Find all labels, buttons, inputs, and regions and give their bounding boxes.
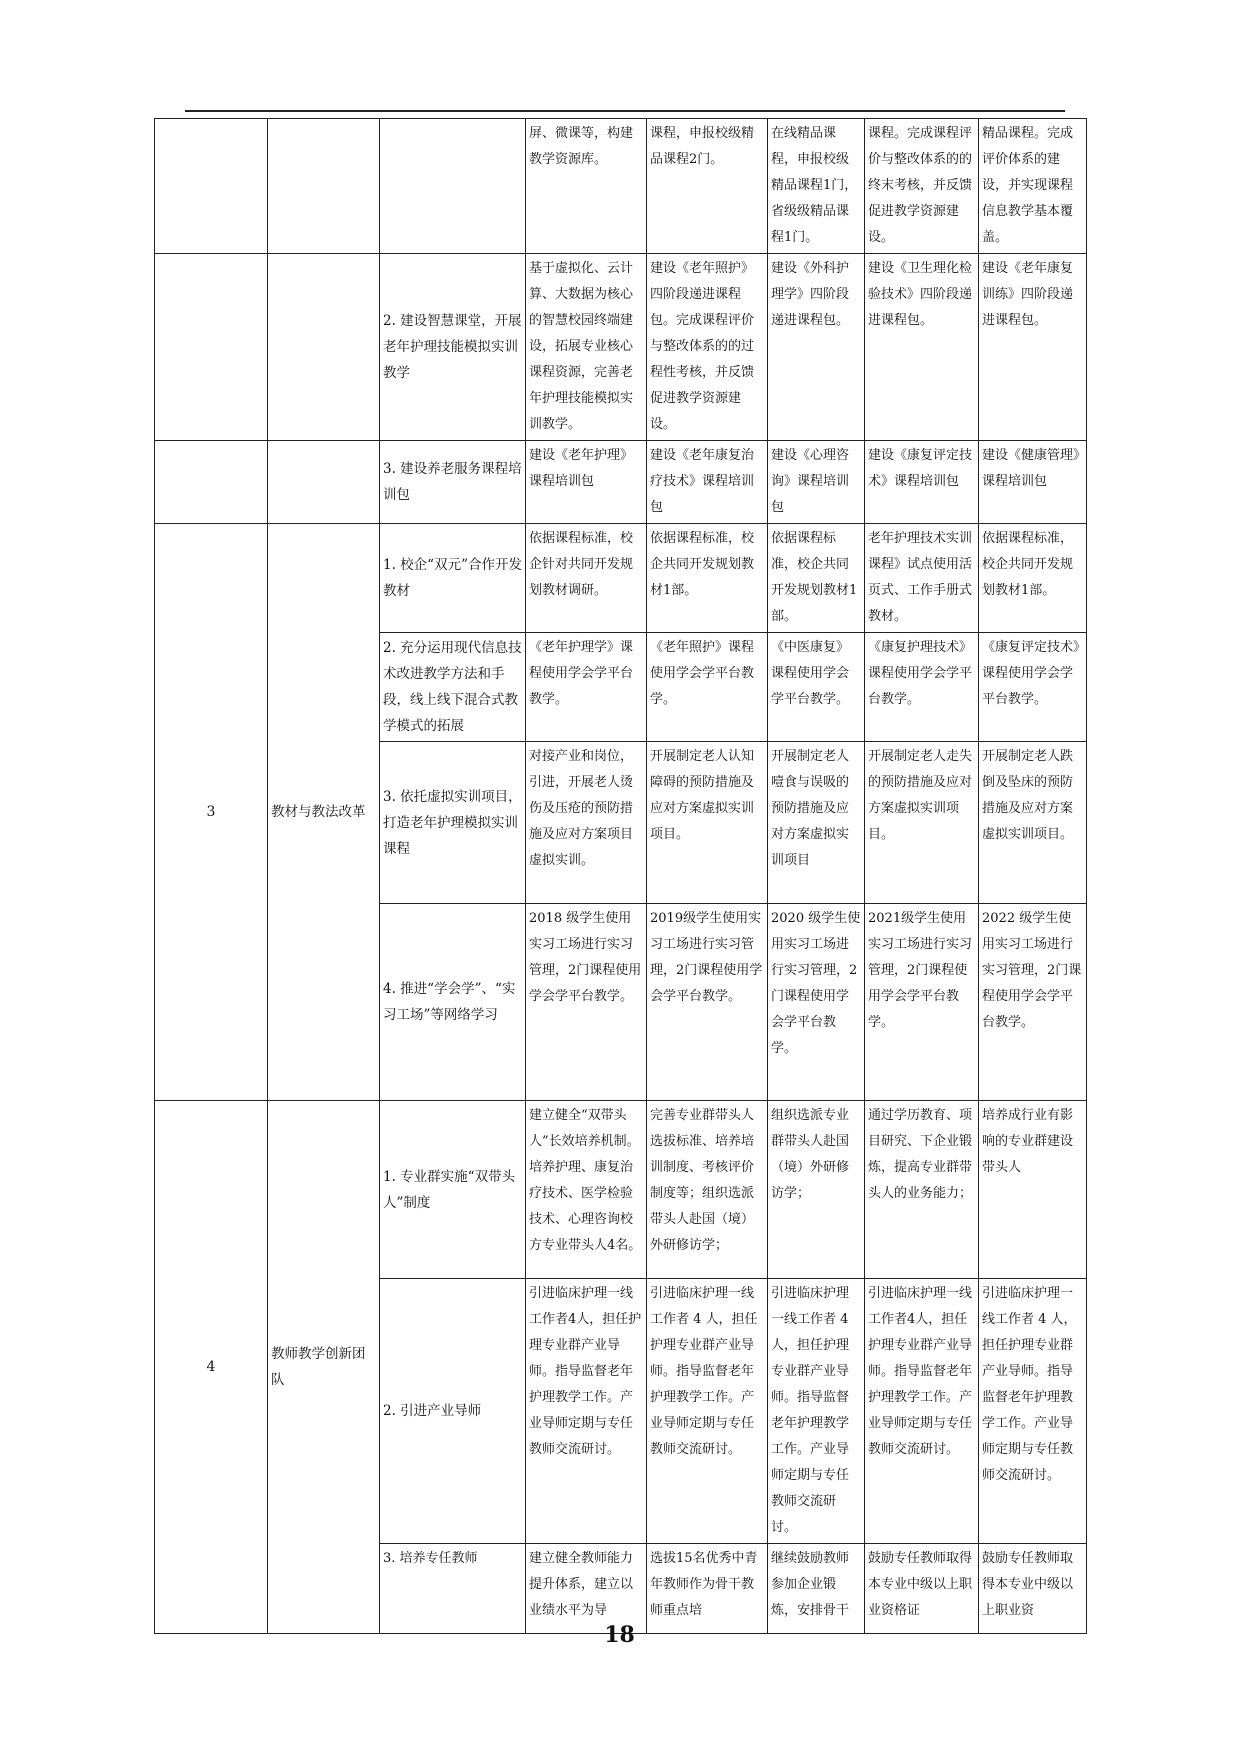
year-cell: 引进临床护理一线工作者4人，担任护理专业群产业导师。指导监督老年护理教学工作。产业导师定期与专任教师交流研讨。: [526, 1279, 647, 1544]
year-cell: 精品课程。完成评价体系的建设，并实现课程信息教学基本覆盖。: [979, 119, 1087, 254]
year-cell: 开展制定老人跌倒及坠床的预防措施及应对方案虚拟实训项目。: [979, 742, 1087, 904]
header-rule: [185, 110, 1065, 112]
year-cell: 课程。完成课程评价与整改体系的的终末考核，并反馈促进教学资源建设。: [865, 119, 979, 254]
year-cell: 引进临床护理一线工作者 4 人，担任护理专业群产业导师。指导监督老年护理教学工作。产业导师定期与专任教师交流研讨。: [979, 1279, 1087, 1544]
year-cell: 建设《健康管理》课程培训包: [979, 441, 1087, 524]
category-cell: [268, 441, 380, 524]
year-cell: 课程，申报校级精品课程2门。: [647, 119, 768, 254]
year-cell: 引进临床护理一线工作者 4 人，担任护理专业群产业导师。指导监督老年护理教学工作。产业导师定期与专任教师交流研讨。: [647, 1279, 768, 1544]
task-cell: 2. 引进产业导师: [380, 1279, 526, 1544]
year-cell: 建设《康复评定技术》课程培训包: [865, 441, 979, 524]
table-row: [155, 524, 1087, 633]
row-number-cell: 4: [155, 1101, 268, 1634]
row-number-cell: [155, 119, 268, 254]
task-cell: 1. 专业群实施“双带头人”制度: [380, 1101, 526, 1279]
year-cell: 2019级学生使用实习工场进行实习管理，2门课程使用学会学平台教学。: [647, 904, 768, 1101]
category-cell: [268, 254, 380, 441]
year-cell: 2020 级学生使用实习工场进行实习管理，2 门课程使用学会学平台教学。: [768, 904, 865, 1101]
year-cell: 2021级学生使用实习工场进行实习管理，2门课程使用学会学平台教学。: [865, 904, 979, 1101]
table-row: [155, 1101, 1087, 1279]
table-row: [155, 441, 1087, 524]
category-cell: 教材与教法改革: [268, 524, 380, 1101]
year-cell: 建设《老年护理》课程培训包: [526, 441, 647, 524]
year-cell: 依据课程标准，校企共同开发规划教材1部。: [768, 524, 865, 633]
row-number-cell: [155, 441, 268, 524]
year-cell: 依据课程标准，校企共同开发规划教材1部。: [647, 524, 768, 633]
year-cell: 建设《老年康复训练》四阶段递进课程包。: [979, 254, 1087, 441]
year-cell: 选拔15名优秀中青年教师作为骨干教师重点培: [647, 1544, 768, 1634]
task-cell: 4. 推进“学会学”、“实习工场”等网络学习: [380, 904, 526, 1101]
year-cell: 开展制定老人噎食与误吸的预防措施及应对方案虚拟实训项目: [768, 742, 865, 904]
year-cell: 《康复评定技术》课程使用学会学平台教学。: [979, 633, 1087, 742]
year-cell: 引进临床护理一线工作者 4 人，担任护理专业群产业导师。指导监督老年护理教学工作。产业导师定期与专任教师交流研讨。: [768, 1279, 865, 1544]
year-cell: 《康复护理技术》课程使用学会学平台教学。: [865, 633, 979, 742]
row-number-cell: 3: [155, 524, 268, 1101]
year-cell: 建设《卫生理化检验技术》四阶段递进课程包。: [865, 254, 979, 441]
year-cell: 完善专业群带头人选拔标准、培养培训制度、考核评价制度等；组织选派带头人赴国（境）外研修访学；: [647, 1101, 768, 1279]
year-cell: 屏、微课等，构建教学资源库。: [526, 119, 647, 254]
year-cell: 对接产业和岗位，引进，开展老人烫伤及压疮的预防措施及应对方案项目虚拟实训。: [526, 742, 647, 904]
task-cell: 2. 充分运用现代信息技术改进教学方法和手段，线上线下混合式教学模式的拓展: [380, 633, 526, 742]
page-number: 18: [604, 1622, 635, 1648]
year-cell: 《中医康复》课程使用学会学平台教学。: [768, 633, 865, 742]
year-cell: 鼓励专任教师取得本专业中级以上职业资: [979, 1544, 1087, 1634]
year-cell: 依据课程标准，校企针对共同开发规划教材调研。: [526, 524, 647, 633]
table-row: [155, 254, 1087, 441]
year-cell: 开展制定老人走失的预防措施及应对方案虚拟实训项目。: [865, 742, 979, 904]
year-cell: 建立健全“双带头人”长效培养机制。培养护理、康复治疗技术、医学检验技术、心理咨询校方专业带头人4名。: [526, 1101, 647, 1279]
year-cell: 2022 级学生使用实习工场进行实习管理，2门课程使用学会学平台教学。: [979, 904, 1087, 1101]
task-cell: 2. 建设智慧课堂，开展老年护理技能模拟实训教学: [380, 254, 526, 441]
year-cell: 鼓励专任教师取得本专业中级以上职业资格证: [865, 1544, 979, 1634]
year-cell: 通过学历教育、项目研究、下企业锻炼，提高专业群带头人的业务能力；: [865, 1101, 979, 1279]
year-cell: 2018 级学生使用实习工场进行实习管理，2门课程使用学会学平台教学。: [526, 904, 647, 1101]
year-cell: 《老年照护》课程使用学会学平台教学。: [647, 633, 768, 742]
task-cell: 1. 校企“双元”合作开发教材: [380, 524, 526, 633]
year-cell: 培养成行业有影响的专业群建设带头人: [979, 1101, 1087, 1279]
year-cell: 开展制定老人认知障碍的预防措施及应对方案虚拟实训项目。: [647, 742, 768, 904]
year-cell: 建设《老年照护》四阶段递进课程包。完成课程评价与整改体系的的过程性考核，并反馈促进教学资源建设。: [647, 254, 768, 441]
year-cell: 在线精品课程，申报校级精品课程1门，省级级精品课程1门。: [768, 119, 865, 254]
task-cell: [380, 119, 526, 254]
task-cell: 3. 培养专任教师: [380, 1544, 526, 1634]
year-cell: 建设《老年康复治疗技术》课程培训包: [647, 441, 768, 524]
task-cell: 3. 建设养老服务课程培训包: [380, 441, 526, 524]
category-cell: 教师教学创新团队: [268, 1101, 380, 1634]
year-cell: 组织选派专业群带头人赴国（境）外研修访学；: [768, 1101, 865, 1279]
year-cell: 引进临床护理一线工作者4人，担任护理专业群产业导师。指导监督老年护理教学工作。产业导师定期与专任教师交流研讨。: [865, 1279, 979, 1544]
task-cell: 3. 依托虚拟实训项目，打造老年护理模拟实训课程: [380, 742, 526, 904]
year-cell: 建设《外科护理学》四阶段递进课程包。: [768, 254, 865, 441]
category-cell: [268, 119, 380, 254]
year-cell: 基于虚拟化、云计算、大数据为核心的智慧校园终端建设，拓展专业核心课程资源，完善老年护理技能模拟实训教学。: [526, 254, 647, 441]
row-number-cell: [155, 254, 268, 441]
year-cell: 老年护理技术实训课程》试点使用活页式、工作手册式教材。: [865, 524, 979, 633]
construction-plan-table: [154, 118, 1087, 1634]
table-row: [155, 119, 1087, 254]
year-cell: 依据课程标准，校企共同开发规划教材1部。: [979, 524, 1087, 633]
year-cell: 继续鼓励教师参加企业锻炼，安排骨干: [768, 1544, 865, 1634]
year-cell: 建立健全教师能力提升体系，建立以业绩水平为导: [526, 1544, 647, 1634]
year-cell: 《老年护理学》课程使用学会学平台教学。: [526, 633, 647, 742]
year-cell: 建设《心理咨询》课程培训包: [768, 441, 865, 524]
